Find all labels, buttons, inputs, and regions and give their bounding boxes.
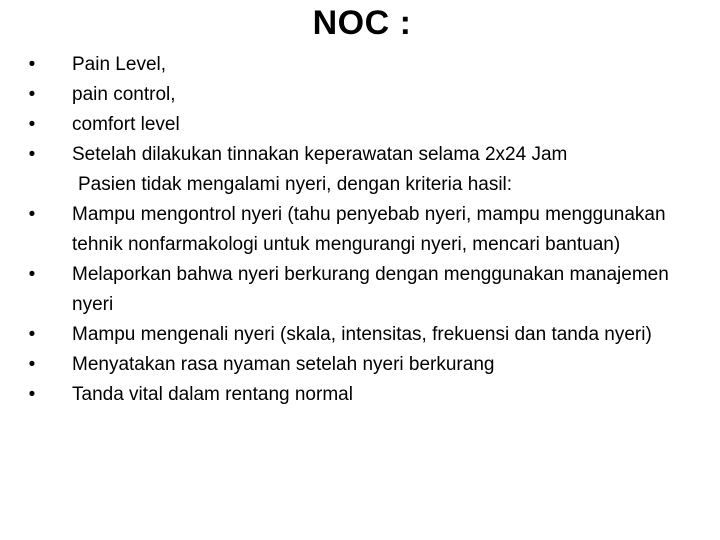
list-item xyxy=(0,80,700,110)
list-item-text: comfort level xyxy=(72,114,180,135)
bullet-icon: • xyxy=(28,114,36,135)
bullet-icon: • xyxy=(28,84,36,105)
list-item xyxy=(0,50,700,80)
bullet-icon: • xyxy=(28,384,36,405)
list-item-text: Mampu mengontrol nyeri (tahu penyebab nyeri, mampu menggunakan tehnik nonfarmakologi untuk mengurangi nyeri, mencari bantuan) xyxy=(72,204,666,255)
list-item-text: Menyatakan rasa nyaman setelah nyeri berkurang xyxy=(72,354,495,375)
list-item-continuation: Pasien tidak mengalami nyeri, dengan kriteria hasil: xyxy=(78,174,513,195)
bullet-icon: • xyxy=(28,204,36,225)
list-item xyxy=(0,260,700,320)
list-item xyxy=(0,140,700,200)
bullet-icon: • xyxy=(28,144,36,165)
slide-title: NOC : xyxy=(312,4,412,42)
bullet-icon: • xyxy=(28,324,36,345)
list-item-text: pain control, xyxy=(72,84,176,105)
list-item-text: Pain Level, xyxy=(72,54,167,75)
list-item xyxy=(0,200,700,260)
list-item xyxy=(0,350,700,380)
list-item xyxy=(0,320,700,350)
list-item-text: Mampu mengenali nyeri (skala, intensitas, frekuensi dan tanda nyeri) xyxy=(72,324,652,345)
list-item-text: Tanda vital dalam rentang normal xyxy=(72,384,353,405)
bullet-icon: • xyxy=(28,264,36,285)
list-item xyxy=(0,380,700,410)
bullet-icon: • xyxy=(28,354,36,375)
list-item-text: Melaporkan bahwa nyeri berkurang dengan menggunakan manajemen nyeri xyxy=(72,264,669,315)
list-item-text: Setelah dilakukan tinnakan keperawatan selama 2x24 Jam xyxy=(72,144,568,165)
bullet-list xyxy=(0,50,700,410)
list-item xyxy=(0,110,700,140)
bullet-icon: • xyxy=(28,54,36,75)
